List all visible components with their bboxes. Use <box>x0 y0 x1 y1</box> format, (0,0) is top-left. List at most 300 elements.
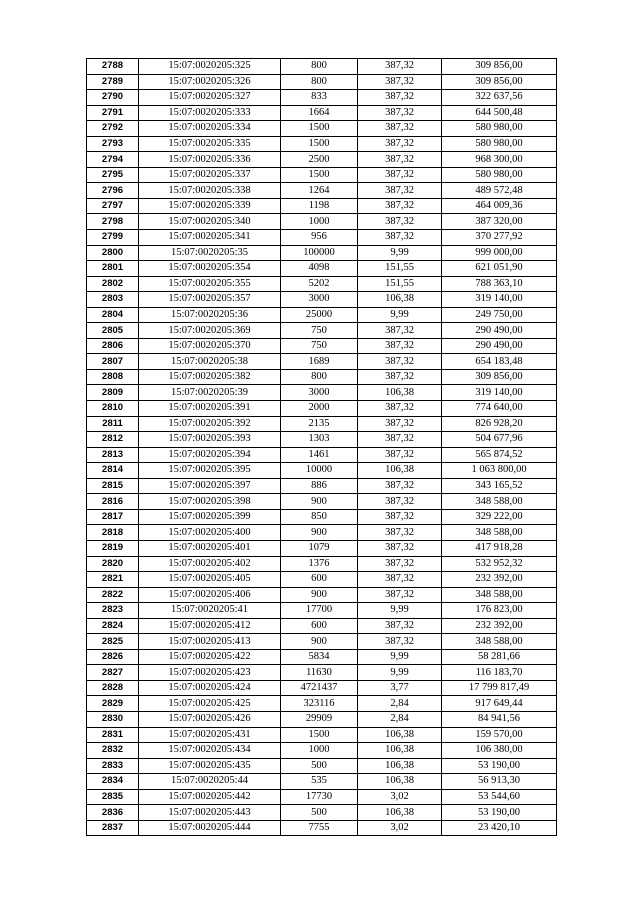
cadastral-value-cell: 53 190,00 <box>442 805 557 821</box>
cadastral-number-cell: 15:07:0020205:391 <box>139 401 281 417</box>
row-number-cell: 2835 <box>87 789 139 805</box>
table-row <box>87 743 557 759</box>
area-cell: 600 <box>281 572 358 588</box>
specific-value-cell: 151,55 <box>358 276 442 292</box>
specific-value-cell: 387,32 <box>358 214 442 230</box>
cadastral-number-cell: 15:07:0020205:422 <box>139 649 281 665</box>
area-cell: 800 <box>281 59 358 75</box>
specific-value-cell: 387,32 <box>358 494 442 510</box>
cadastral-number-cell: 15:07:0020205:370 <box>139 338 281 354</box>
area-cell: 500 <box>281 805 358 821</box>
row-number-cell: 2797 <box>87 198 139 214</box>
row-number-cell: 2798 <box>87 214 139 230</box>
cadastral-value-cell: 999 000,00 <box>442 245 557 261</box>
cadastral-number-cell: 15:07:0020205:35 <box>139 245 281 261</box>
cadastral-number-cell: 15:07:0020205:337 <box>139 167 281 183</box>
cadastral-number-cell: 15:07:0020205:434 <box>139 743 281 759</box>
area-cell: 1000 <box>281 214 358 230</box>
cadastral-value-cell: 58 281,66 <box>442 649 557 665</box>
specific-value-cell: 106,38 <box>358 727 442 743</box>
table-body <box>87 59 557 836</box>
area-cell: 850 <box>281 509 358 525</box>
specific-value-cell: 106,38 <box>358 743 442 759</box>
table-row <box>87 649 557 665</box>
area-cell: 1461 <box>281 447 358 463</box>
table-row <box>87 525 557 541</box>
row-number-cell: 2804 <box>87 307 139 323</box>
cadastral-value-cell: 464 009,36 <box>442 198 557 214</box>
area-cell: 750 <box>281 323 358 339</box>
cadastral-value-cell: 565 874,52 <box>442 447 557 463</box>
cadastral-value-cell: 580 980,00 <box>442 136 557 152</box>
specific-value-cell: 387,32 <box>358 230 442 246</box>
row-number-cell: 2795 <box>87 167 139 183</box>
row-number-cell: 2792 <box>87 121 139 137</box>
cadastral-value-cell: 387 320,00 <box>442 214 557 230</box>
specific-value-cell: 106,38 <box>358 774 442 790</box>
specific-value-cell: 3,02 <box>358 820 442 836</box>
cadastral-value-cell: 621 051,90 <box>442 261 557 277</box>
row-number-cell: 2807 <box>87 354 139 370</box>
table-row <box>87 805 557 821</box>
area-cell: 1500 <box>281 136 358 152</box>
cadastral-number-cell: 15:07:0020205:412 <box>139 618 281 634</box>
cadastral-value-cell: 329 222,00 <box>442 509 557 525</box>
area-cell: 5834 <box>281 649 358 665</box>
table-row <box>87 432 557 448</box>
specific-value-cell: 387,32 <box>358 369 442 385</box>
table-row <box>87 463 557 479</box>
row-number-cell: 2799 <box>87 230 139 246</box>
cadastral-value-cell: 53 190,00 <box>442 758 557 774</box>
table-row <box>87 323 557 339</box>
specific-value-cell: 387,32 <box>358 198 442 214</box>
cadastral-value-cell: 116 183,70 <box>442 665 557 681</box>
area-cell: 7755 <box>281 820 358 836</box>
specific-value-cell: 387,32 <box>358 105 442 121</box>
cadastral-number-cell: 15:07:0020205:325 <box>139 59 281 75</box>
cadastral-value-cell: 309 856,00 <box>442 59 557 75</box>
row-number-cell: 2828 <box>87 680 139 696</box>
cadastral-number-cell: 15:07:0020205:354 <box>139 261 281 277</box>
cadastral-value-cell: 106 380,00 <box>442 743 557 759</box>
specific-value-cell: 387,32 <box>358 432 442 448</box>
row-number-cell: 2829 <box>87 696 139 712</box>
table-row <box>87 105 557 121</box>
table-row <box>87 385 557 401</box>
row-number-cell: 2800 <box>87 245 139 261</box>
table-row <box>87 136 557 152</box>
table-row <box>87 292 557 308</box>
cadastral-value-cell: 56 913,30 <box>442 774 557 790</box>
row-number-cell: 2809 <box>87 385 139 401</box>
cadastral-number-cell: 15:07:0020205:402 <box>139 556 281 572</box>
cadastral-number-cell: 15:07:0020205:413 <box>139 634 281 650</box>
cadastral-value-cell: 644 500,48 <box>442 105 557 121</box>
specific-value-cell: 387,32 <box>358 618 442 634</box>
specific-value-cell: 387,32 <box>358 354 442 370</box>
table-row <box>87 167 557 183</box>
table-row <box>87 727 557 743</box>
specific-value-cell: 106,38 <box>358 758 442 774</box>
cadastral-value-cell: 290 490,00 <box>442 338 557 354</box>
specific-value-cell: 387,32 <box>358 509 442 525</box>
table-row <box>87 711 557 727</box>
cadastral-number-cell: 15:07:0020205:400 <box>139 525 281 541</box>
specific-value-cell: 151,55 <box>358 261 442 277</box>
specific-value-cell: 387,32 <box>358 323 442 339</box>
cadastral-value-cell: 232 392,00 <box>442 618 557 634</box>
specific-value-cell: 387,32 <box>358 121 442 137</box>
area-cell: 956 <box>281 230 358 246</box>
row-number-cell: 2803 <box>87 292 139 308</box>
cadastral-number-cell: 15:07:0020205:38 <box>139 354 281 370</box>
cadastral-value-cell: 370 277,92 <box>442 230 557 246</box>
table-row <box>87 354 557 370</box>
cadastral-value-cell: 319 140,00 <box>442 292 557 308</box>
cadastral-value-cell: 654 183,48 <box>442 354 557 370</box>
specific-value-cell: 387,32 <box>358 183 442 199</box>
table-row <box>87 261 557 277</box>
cadastral-value-cell: 1 063 800,00 <box>442 463 557 479</box>
row-number-cell: 2813 <box>87 447 139 463</box>
row-number-cell: 2814 <box>87 463 139 479</box>
cadastral-number-cell: 15:07:0020205:406 <box>139 587 281 603</box>
area-cell: 1664 <box>281 105 358 121</box>
row-number-cell: 2833 <box>87 758 139 774</box>
specific-value-cell: 387,32 <box>358 136 442 152</box>
specific-value-cell: 3,77 <box>358 680 442 696</box>
cadastral-value-cell: 417 918,28 <box>442 540 557 556</box>
area-cell: 800 <box>281 369 358 385</box>
row-number-cell: 2817 <box>87 509 139 525</box>
cadastral-value-cell: 309 856,00 <box>442 369 557 385</box>
row-number-cell: 2802 <box>87 276 139 292</box>
cadastral-number-cell: 15:07:0020205:369 <box>139 323 281 339</box>
specific-value-cell: 3,02 <box>358 789 442 805</box>
cadastral-number-cell: 15:07:0020205:401 <box>139 540 281 556</box>
row-number-cell: 2810 <box>87 401 139 417</box>
cadastral-number-cell: 15:07:0020205:41 <box>139 603 281 619</box>
table-row <box>87 774 557 790</box>
table-row <box>87 230 557 246</box>
cadastral-number-cell: 15:07:0020205:443 <box>139 805 281 821</box>
cadastral-number-cell: 15:07:0020205:399 <box>139 509 281 525</box>
row-number-cell: 2822 <box>87 587 139 603</box>
row-number-cell: 2793 <box>87 136 139 152</box>
table-row <box>87 820 557 836</box>
row-number-cell: 2794 <box>87 152 139 168</box>
row-number-cell: 2821 <box>87 572 139 588</box>
area-cell: 1500 <box>281 121 358 137</box>
table-row <box>87 401 557 417</box>
table-row <box>87 121 557 137</box>
cadastral-value-cell: 348 588,00 <box>442 634 557 650</box>
row-number-cell: 2796 <box>87 183 139 199</box>
row-number-cell: 2825 <box>87 634 139 650</box>
table-row <box>87 572 557 588</box>
table-row <box>87 696 557 712</box>
table-row <box>87 416 557 432</box>
cadastral-value-cell: 788 363,10 <box>442 276 557 292</box>
specific-value-cell: 9,99 <box>358 307 442 323</box>
area-cell: 2500 <box>281 152 358 168</box>
specific-value-cell: 387,32 <box>358 447 442 463</box>
area-cell: 600 <box>281 618 358 634</box>
table-row <box>87 369 557 385</box>
cadastral-value-cell: 532 952,32 <box>442 556 557 572</box>
cadastral-number-cell: 15:07:0020205:333 <box>139 105 281 121</box>
cadastral-value-cell: 968 300,00 <box>442 152 557 168</box>
cadastral-value-cell: 348 588,00 <box>442 587 557 603</box>
cadastral-number-cell: 15:07:0020205:355 <box>139 276 281 292</box>
area-cell: 3000 <box>281 385 358 401</box>
cadastral-number-cell: 15:07:0020205:382 <box>139 369 281 385</box>
cadastral-number-cell: 15:07:0020205:341 <box>139 230 281 246</box>
specific-value-cell: 106,38 <box>358 805 442 821</box>
area-cell: 833 <box>281 90 358 106</box>
cadastral-value-cell: 53 544,60 <box>442 789 557 805</box>
row-number-cell: 2832 <box>87 743 139 759</box>
specific-value-cell: 2,84 <box>358 696 442 712</box>
cadastral-value-cell: 84 941,56 <box>442 711 557 727</box>
table-row <box>87 74 557 90</box>
row-number-cell: 2806 <box>87 338 139 354</box>
table-row <box>87 618 557 634</box>
area-cell: 900 <box>281 634 358 650</box>
row-number-cell: 2790 <box>87 90 139 106</box>
cadastral-value-cell: 309 856,00 <box>442 74 557 90</box>
cadastral-number-cell: 15:07:0020205:335 <box>139 136 281 152</box>
cadastral-value-cell: 232 392,00 <box>442 572 557 588</box>
area-cell: 1303 <box>281 432 358 448</box>
area-cell: 2135 <box>281 416 358 432</box>
row-number-cell: 2805 <box>87 323 139 339</box>
area-cell: 1198 <box>281 198 358 214</box>
area-cell: 4721437 <box>281 680 358 696</box>
specific-value-cell: 387,32 <box>358 587 442 603</box>
cadastral-number-cell: 15:07:0020205:398 <box>139 494 281 510</box>
specific-value-cell: 2,84 <box>358 711 442 727</box>
specific-value-cell: 387,32 <box>358 90 442 106</box>
row-number-cell: 2801 <box>87 261 139 277</box>
area-cell: 25000 <box>281 307 358 323</box>
cadastral-number-cell: 15:07:0020205:423 <box>139 665 281 681</box>
row-number-cell: 2815 <box>87 478 139 494</box>
area-cell: 17730 <box>281 789 358 805</box>
cadastral-number-cell: 15:07:0020205:425 <box>139 696 281 712</box>
specific-value-cell: 387,32 <box>358 540 442 556</box>
cadastral-number-cell: 15:07:0020205:39 <box>139 385 281 401</box>
row-number-cell: 2818 <box>87 525 139 541</box>
area-cell: 900 <box>281 587 358 603</box>
table-row <box>87 198 557 214</box>
cadastral-value-cell: 23 420,10 <box>442 820 557 836</box>
row-number-cell: 2830 <box>87 711 139 727</box>
cadastral-number-cell: 15:07:0020205:405 <box>139 572 281 588</box>
area-cell: 900 <box>281 494 358 510</box>
cadastral-value-table <box>86 58 557 836</box>
cadastral-number-cell: 15:07:0020205:442 <box>139 789 281 805</box>
area-cell: 11630 <box>281 665 358 681</box>
area-cell: 100000 <box>281 245 358 261</box>
area-cell: 800 <box>281 74 358 90</box>
row-number-cell: 2816 <box>87 494 139 510</box>
area-cell: 323116 <box>281 696 358 712</box>
area-cell: 1376 <box>281 556 358 572</box>
area-cell: 1689 <box>281 354 358 370</box>
cadastral-value-cell: 489 572,48 <box>442 183 557 199</box>
cadastral-number-cell: 15:07:0020205:339 <box>139 198 281 214</box>
cadastral-value-cell: 343 165,52 <box>442 478 557 494</box>
area-cell: 535 <box>281 774 358 790</box>
row-number-cell: 2789 <box>87 74 139 90</box>
cadastral-value-cell: 504 677,96 <box>442 432 557 448</box>
row-number-cell: 2836 <box>87 805 139 821</box>
area-cell: 10000 <box>281 463 358 479</box>
area-cell: 29909 <box>281 711 358 727</box>
table-row <box>87 307 557 323</box>
area-cell: 1500 <box>281 167 358 183</box>
cadastral-number-cell: 15:07:0020205:393 <box>139 432 281 448</box>
specific-value-cell: 387,32 <box>358 167 442 183</box>
cadastral-number-cell: 15:07:0020205:424 <box>139 680 281 696</box>
area-cell: 1500 <box>281 727 358 743</box>
cadastral-value-cell: 917 649,44 <box>442 696 557 712</box>
specific-value-cell: 387,32 <box>358 338 442 354</box>
cadastral-number-cell: 15:07:0020205:340 <box>139 214 281 230</box>
table-row <box>87 789 557 805</box>
cadastral-number-cell: 15:07:0020205:44 <box>139 774 281 790</box>
cadastral-number-cell: 15:07:0020205:327 <box>139 90 281 106</box>
cadastral-value-cell: 249 750,00 <box>442 307 557 323</box>
table-row <box>87 587 557 603</box>
specific-value-cell: 387,32 <box>358 59 442 75</box>
row-number-cell: 2823 <box>87 603 139 619</box>
specific-value-cell: 387,32 <box>358 152 442 168</box>
area-cell: 1264 <box>281 183 358 199</box>
cadastral-value-cell: 290 490,00 <box>442 323 557 339</box>
table-row <box>87 152 557 168</box>
cadastral-value-cell: 159 570,00 <box>442 727 557 743</box>
table-row <box>87 90 557 106</box>
area-cell: 5202 <box>281 276 358 292</box>
specific-value-cell: 9,99 <box>358 245 442 261</box>
cadastral-number-cell: 15:07:0020205:334 <box>139 121 281 137</box>
table-row <box>87 59 557 75</box>
row-number-cell: 2824 <box>87 618 139 634</box>
area-cell: 17700 <box>281 603 358 619</box>
specific-value-cell: 387,32 <box>358 556 442 572</box>
specific-value-cell: 9,99 <box>358 665 442 681</box>
cadastral-number-cell: 15:07:0020205:392 <box>139 416 281 432</box>
area-cell: 900 <box>281 525 358 541</box>
cadastral-value-cell: 348 588,00 <box>442 494 557 510</box>
cadastral-value-cell: 580 980,00 <box>442 121 557 137</box>
row-number-cell: 2826 <box>87 649 139 665</box>
area-cell: 3000 <box>281 292 358 308</box>
cadastral-value-cell: 348 588,00 <box>442 525 557 541</box>
specific-value-cell: 387,32 <box>358 74 442 90</box>
cadastral-number-cell: 15:07:0020205:426 <box>139 711 281 727</box>
cadastral-value-cell: 774 640,00 <box>442 401 557 417</box>
specific-value-cell: 106,38 <box>358 385 442 401</box>
area-cell: 886 <box>281 478 358 494</box>
table-row <box>87 758 557 774</box>
specific-value-cell: 387,32 <box>358 401 442 417</box>
cadastral-number-cell: 15:07:0020205:326 <box>139 74 281 90</box>
cadastral-number-cell: 15:07:0020205:394 <box>139 447 281 463</box>
row-number-cell: 2788 <box>87 59 139 75</box>
specific-value-cell: 9,99 <box>358 603 442 619</box>
cadastral-number-cell: 15:07:0020205:36 <box>139 307 281 323</box>
cadastral-number-cell: 15:07:0020205:444 <box>139 820 281 836</box>
table-row <box>87 478 557 494</box>
specific-value-cell: 387,32 <box>358 525 442 541</box>
cadastral-number-cell: 15:07:0020205:435 <box>139 758 281 774</box>
area-cell: 4098 <box>281 261 358 277</box>
row-number-cell: 2819 <box>87 540 139 556</box>
cadastral-value-cell: 176 823,00 <box>442 603 557 619</box>
specific-value-cell: 106,38 <box>358 463 442 479</box>
cadastral-value-cell: 580 980,00 <box>442 167 557 183</box>
cadastral-number-cell: 15:07:0020205:336 <box>139 152 281 168</box>
area-cell: 2000 <box>281 401 358 417</box>
table-row <box>87 603 557 619</box>
cadastral-value-cell: 17 799 817,49 <box>442 680 557 696</box>
table-row <box>87 509 557 525</box>
row-number-cell: 2791 <box>87 105 139 121</box>
row-number-cell: 2808 <box>87 369 139 385</box>
cadastral-value-cell: 322 637,56 <box>442 90 557 106</box>
specific-value-cell: 106,38 <box>358 292 442 308</box>
cadastral-number-cell: 15:07:0020205:395 <box>139 463 281 479</box>
row-number-cell: 2837 <box>87 820 139 836</box>
cadastral-number-cell: 15:07:0020205:397 <box>139 478 281 494</box>
row-number-cell: 2811 <box>87 416 139 432</box>
area-cell: 750 <box>281 338 358 354</box>
cadastral-value-cell: 826 928,20 <box>442 416 557 432</box>
table-row <box>87 665 557 681</box>
table-row <box>87 276 557 292</box>
table-row <box>87 214 557 230</box>
cadastral-value-cell: 319 140,00 <box>442 385 557 401</box>
table-row <box>87 494 557 510</box>
row-number-cell: 2827 <box>87 665 139 681</box>
specific-value-cell: 387,32 <box>358 634 442 650</box>
cadastral-number-cell: 15:07:0020205:357 <box>139 292 281 308</box>
table-row <box>87 680 557 696</box>
table-row <box>87 556 557 572</box>
table-row <box>87 245 557 261</box>
row-number-cell: 2834 <box>87 774 139 790</box>
table-row <box>87 540 557 556</box>
area-cell: 1079 <box>281 540 358 556</box>
cadastral-number-cell: 15:07:0020205:338 <box>139 183 281 199</box>
row-number-cell: 2812 <box>87 432 139 448</box>
table-row <box>87 183 557 199</box>
table-row <box>87 338 557 354</box>
specific-value-cell: 387,32 <box>358 416 442 432</box>
table-row <box>87 634 557 650</box>
area-cell: 1000 <box>281 743 358 759</box>
row-number-cell: 2831 <box>87 727 139 743</box>
row-number-cell: 2820 <box>87 556 139 572</box>
table-row <box>87 447 557 463</box>
cadastral-number-cell: 15:07:0020205:431 <box>139 727 281 743</box>
specific-value-cell: 9,99 <box>358 649 442 665</box>
area-cell: 500 <box>281 758 358 774</box>
